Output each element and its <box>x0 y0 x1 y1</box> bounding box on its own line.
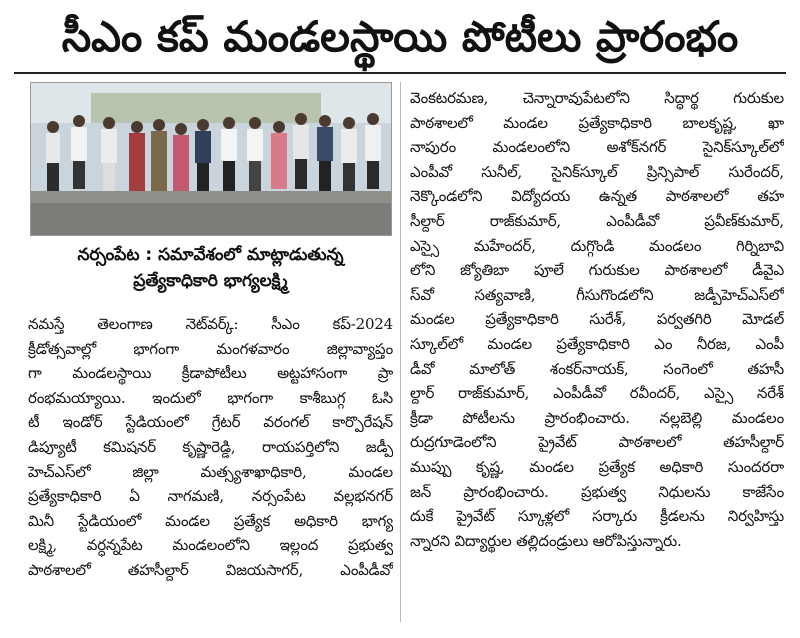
photo-caption <box>28 242 393 294</box>
paragraph-line: సీల్దార్ రాజ్‌కుమార్, ఎంపీడీవో ప్రవీణ్‌కుమార్, <box>410 211 784 230</box>
paragraph-line: పాఠశాలలో మండల ప్రత్యేకాధికారి బాలకృష్ణ, ఖా <box>410 113 784 132</box>
right-column <box>410 80 784 630</box>
caption-line-2: ప్రత్యేకాధికారి భాగ్యలక్ష్మి <box>133 271 288 291</box>
left-article-text <box>28 312 393 583</box>
paragraph-line: ల్దార్ రాజ్‌కుమార్, ఎంపీడీవో రవీందర్, ఎస్సై నరేశ్ <box>410 384 784 403</box>
paragraph-line: ప్రత్యేకాధికారి ఏ నాగమణి, నర్సంపేట వల్లభనగర్ <box>28 487 393 506</box>
paragraph-line: స్‌వో సత్యవాణి, గీసుగొండలోని జడ్పీహెచ్‌ఎస్‌లో <box>410 285 784 304</box>
paragraph-line: పాఠశాలలో తహసీల్దార్ విజయసాగర్, ఎంపీడీవో <box>28 560 393 579</box>
left-column <box>28 80 393 630</box>
paragraph-line: డిప్యూటీ కమిషనర్ కృష్ణారెడ్డి, రాయపర్తిలోని జడ్పీ <box>28 437 393 456</box>
paragraph-line: టీ ఇండోర్ స్టేడియంలో గ్రేటర్ వరంగల్ కార్పొరేషన్ <box>28 413 393 432</box>
paragraph-line: ముప్పు కృష్ణ, మండల ప్రత్యేక అధికారి సుందరరా <box>410 457 784 476</box>
paragraph-line: హెచ్‌ఎస్‌లో జిల్లా మత్స్యశాఖాధికారి, మండల <box>28 462 393 481</box>
news-photo <box>30 82 392 236</box>
column-divider <box>400 82 401 622</box>
paragraph-line: మినీ స్టేడియంలో మండల ప్రత్యేక అధికారి భాగ్య <box>28 511 393 530</box>
paragraph-line: డీవో మాలోత్ శంకర్‌నాయక్, సంగెంలో తహసీ <box>410 359 784 378</box>
paragraph-line: వెంకటరమణ, చెన్నారావుపేటలోని సిద్ధార్థ గురుకుల <box>410 89 784 107</box>
paragraph-line: లోని జ్యోతిబా పూలే గురుకుల పాఠశాలలో డీవైఎ <box>410 261 784 280</box>
paragraph-line: ఎస్సై మహేందర్, దుగ్గొండి మండలం గిర్నిబావి <box>410 236 784 255</box>
caption-line-1: నర్సంపేట : సమావేశంలో మాట్లాడుతున్న <box>77 245 344 265</box>
paragraph-line: క్రీడా పోటీలను ప్రారంభించారు. నల్లబెల్లి మండలం <box>410 408 784 427</box>
right-article-text <box>410 86 784 553</box>
paragraph-line: లక్ష్మి, వర్ధన్నపేట మండలంలోని ఇల్లంద ప్రభుత్వ <box>28 536 393 555</box>
paragraph-line: మండల ప్రత్యేకాధికారి సురేశ్, పర్వతగిరి మోడల్ <box>410 310 784 329</box>
paragraph-line: ఎంపీవో సునీల్, సైనిక్‌స్కూల్ ప్రిన్సిపాల్ సురేందర్, <box>410 162 784 181</box>
paragraph-line: నెక్కొండలోని విద్యోదయ ఉన్నత పాఠశాలలో తహ <box>410 187 784 206</box>
paragraph-line: దుకే ప్రైవేట్ స్కూళ్లలో సర్కారు క్రీడలను నిర్వహిస్తు <box>410 507 784 526</box>
paragraph-line: న్నారని విద్యార్థుల తల్లిదండ్రులు ఆరోపిస్తున్నారు. <box>410 531 682 550</box>
paragraph-line: రుద్రగూడెంలోని ప్రైవేట్ పాఠశాలలో తహసీల్దార్ <box>410 433 784 452</box>
paragraph-line: రంభమయ్యాయి. ఇందులో భాగంగా కాశీబుగ్గ ఓసి <box>28 388 393 407</box>
paragraph-line: నాపురం మండలంలోని అశోక్‌నగర్ సైనిక్‌స్కూల్‌లో <box>410 138 784 157</box>
headline-rule <box>14 72 786 74</box>
headline: సీఎం కప్ మండలస్థాయి పోటీలు ప్రారంభం <box>61 12 739 61</box>
paragraph-line: గా మండలస్థాయి క్రీడాపోటీలు అట్టహాసంగా ప్రా <box>28 364 393 383</box>
paragraph-line: నమస్తే తెలంగాణ నెట్‌వర్క్: సీఎం కప్-2024 <box>28 315 393 333</box>
paragraph-line: స్కూల్‌లో మండల ప్రత్యేకాధికారి ఎం నీరజ, ఎంపీ <box>410 334 784 353</box>
paragraph-line: క్రీడోత్సవాల్లో భాగంగా మంగళవారం జిల్లావ్యాప్తం <box>28 339 393 358</box>
paragraph-line: జన్ ప్రారంభించారు. ప్రభుత్వ నిధులను కాజేసేం <box>410 482 784 501</box>
